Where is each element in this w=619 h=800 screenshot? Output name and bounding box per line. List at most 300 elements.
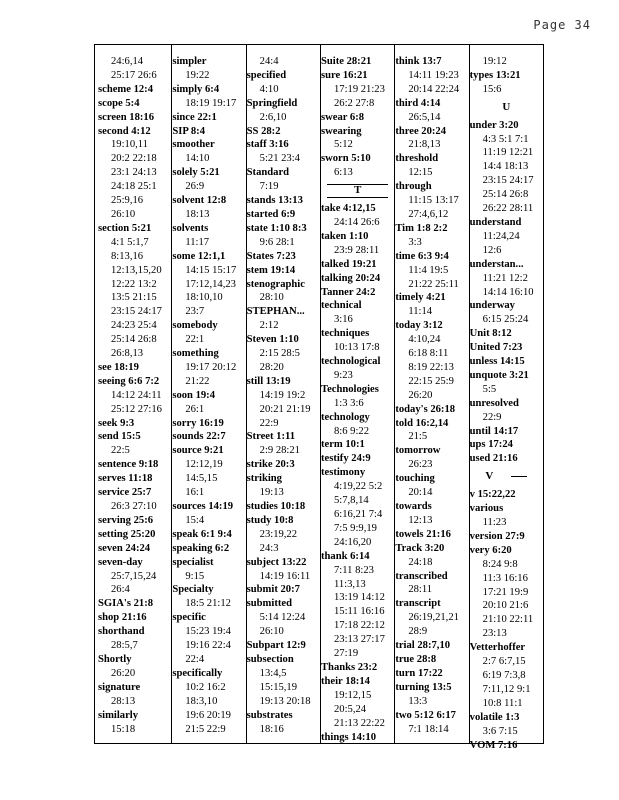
index-entry <box>172 222 245 250</box>
entry-page-refs: 10:8 11:1 <box>482 697 523 709</box>
index-entry <box>321 272 394 286</box>
index-entry <box>321 383 394 411</box>
entry-term: talked 19:21 <box>320 258 377 270</box>
index-entry <box>172 347 245 389</box>
index-entry <box>247 458 320 472</box>
entry-page-refs: 11:19 12:21 <box>482 147 534 159</box>
index-entry <box>395 152 468 180</box>
index-entry <box>98 653 171 681</box>
entry-page-refs: 3:16 <box>333 314 353 326</box>
entry-page-refs: 2:9 28:21 <box>259 445 300 457</box>
entry-page-refs: 19:13 <box>259 487 284 499</box>
entry-page-refs: 27:4,6,12 <box>408 208 449 220</box>
entry-term: staff 3:16 <box>246 139 289 151</box>
entry-page-refs: 28:5,7 <box>111 640 138 652</box>
entry-page-refs: 13:19 14:12 <box>333 592 385 604</box>
entry-term: towards <box>395 501 432 512</box>
index-entry <box>395 222 468 250</box>
entry-term: tomorrow <box>395 445 441 457</box>
page-number-label: Page 34 <box>533 18 591 32</box>
index-entry <box>247 709 320 737</box>
index-entry <box>172 667 245 737</box>
entry-page-refs: 6:13 <box>333 167 353 179</box>
entry-page-refs: 14:12 24:11 <box>111 389 162 401</box>
entry-page-refs: 8:19 22:13 <box>408 361 454 373</box>
entry-term: understand <box>469 216 522 228</box>
entry-page-refs: 10:2 16:2 <box>185 681 226 693</box>
index-entry <box>247 166 320 194</box>
entry-page-refs: 9:6 28:1 <box>259 236 295 248</box>
entry-page-refs: 10:13 17:8 <box>333 342 380 354</box>
entry-page-refs: 19:10,11 <box>111 139 148 151</box>
entry-term: v 15:22,22 <box>469 489 516 501</box>
index-entry <box>247 639 320 653</box>
entry-page-refs: 12:12,19 <box>185 459 223 471</box>
index-entry <box>98 542 171 556</box>
entry-page-refs: 26:2 27:8 <box>333 97 375 109</box>
index-entry <box>321 125 394 153</box>
entry-page-refs: 18:10,10 <box>185 292 223 304</box>
index-entry <box>247 55 320 69</box>
index-entry <box>172 542 245 556</box>
entry-term: setting 25:20 <box>98 528 156 540</box>
entry-term: Steven 1:10 <box>246 334 299 346</box>
entry-page-refs: 11:24,24 <box>482 230 520 242</box>
entry-term: specialist <box>172 556 214 568</box>
entry-page-refs: 21:22 25:11 <box>408 278 459 290</box>
entry-term: subject 13:22 <box>246 556 307 568</box>
entry-term: today's 26:18 <box>395 403 456 415</box>
entry-term: speaking 6:2 <box>172 542 230 554</box>
index-entry <box>172 55 245 83</box>
index-entry <box>98 528 171 542</box>
index-entry <box>247 264 320 278</box>
entry-term: Springfield <box>246 97 298 109</box>
index-entry <box>321 230 394 258</box>
entry-term: turn 17:22 <box>395 667 443 679</box>
index-entry <box>470 397 543 425</box>
entry-page-refs: 11:14 <box>408 306 433 318</box>
entry-page-refs: 25:14 26:8 <box>111 334 157 346</box>
entry-page-refs: 21:22 <box>185 375 210 387</box>
entry-page-refs: 26:1 <box>185 403 205 415</box>
entry-term: source 9:21 <box>172 445 224 457</box>
entry-page-refs: 11:3 16:16 <box>482 572 528 584</box>
entry-page-refs: 26:10 <box>111 208 136 220</box>
entry-page-refs: 26:4 <box>111 584 130 596</box>
entry-term: swearing <box>320 125 362 137</box>
entry-page-refs: 26:8,13 <box>111 348 144 360</box>
index-entry <box>247 278 320 306</box>
entry-page-refs: 11:17 <box>185 236 210 248</box>
entry-page-refs: 12:13,15,20 <box>111 264 162 276</box>
entry-term: scope 5:4 <box>98 97 140 109</box>
entry-term: sure 16:21 <box>320 69 368 81</box>
entry-page-refs: 19:17 20:12 <box>185 361 237 373</box>
entry-page-refs: 7:19 <box>259 181 279 193</box>
index-entry <box>247 333 320 375</box>
entry-term: SIP 8:4 <box>172 125 205 137</box>
entry-term: speak 6:1 9:4 <box>172 528 232 540</box>
entry-page-refs: 12:6 <box>482 244 502 256</box>
index-entry <box>172 138 245 166</box>
entry-term: specified <box>246 69 287 81</box>
entry-page-refs: 13:4,5 <box>259 667 287 679</box>
entry-page-refs: 12:22 13:2 <box>111 278 157 290</box>
entry-page-refs: 24:18 <box>408 556 433 568</box>
index-entry <box>395 417 468 445</box>
entry-page-refs: 21:8,13 <box>408 139 441 151</box>
entry-term: stands 13:13 <box>246 195 303 207</box>
index-entry <box>247 472 320 500</box>
entry-page-refs: 17:18 22:12 <box>333 620 385 632</box>
index-entry <box>98 681 171 709</box>
entry-term: serving 25:6 <box>98 514 154 526</box>
entry-page-refs: 9:23 <box>333 369 353 381</box>
index-entry <box>395 444 468 472</box>
entry-term: solvents <box>172 222 209 234</box>
index-entry <box>172 500 245 528</box>
entry-page-refs: 6:19 7:3,8 <box>482 669 526 681</box>
entry-term: Technologies <box>320 383 379 395</box>
section-letter-v: V <box>470 470 543 484</box>
index-entry <box>321 411 394 439</box>
entry-page-refs: 27:19 <box>333 648 359 660</box>
entry-page-refs: 14:14 16:10 <box>482 286 534 298</box>
entry-page-refs: 4:1 5:1,7 <box>111 236 149 248</box>
entry-term: SS 28:2 <box>246 125 281 137</box>
index-entry <box>395 653 468 667</box>
index-entry <box>247 430 320 458</box>
entry-term: service 25:7 <box>98 487 152 499</box>
index-entry <box>247 222 320 250</box>
entry-term: techniques <box>320 328 370 340</box>
entry-term: touching <box>395 473 435 485</box>
entry-term: Subpart 12:9 <box>246 640 306 652</box>
index-entry <box>395 472 468 500</box>
index-entry <box>247 375 320 431</box>
entry-term: started 6:9 <box>246 208 296 220</box>
index-entry <box>395 319 468 402</box>
entry-term: subsection <box>246 653 294 665</box>
index-entry <box>395 681 468 709</box>
entry-term: thank 6:14 <box>320 550 370 562</box>
index-entry <box>247 500 320 514</box>
entry-term: serves 11:18 <box>98 473 153 485</box>
index-entry <box>98 125 171 222</box>
entry-page-refs: 8:13,16 <box>111 250 144 262</box>
entry-term: States 7:23 <box>246 250 296 262</box>
index-entry <box>172 194 245 222</box>
entry-page-refs: 18:19 19:17 <box>185 97 237 109</box>
entry-page-refs: 3:6 7:15 <box>482 725 518 737</box>
entry-term: submit 20:7 <box>246 584 300 596</box>
entry-page-refs: 14:11 19:23 <box>408 69 459 81</box>
entry-page-refs: 11:4 19:5 <box>408 264 449 276</box>
entry-page-refs: 4:19,22 5:2 <box>333 481 383 493</box>
entry-term: transcribed <box>395 570 448 582</box>
index-entry <box>470 258 543 300</box>
index-entry <box>321 299 394 327</box>
entry-term: Standard <box>246 167 290 179</box>
entry-term: sworn 5:10 <box>320 153 371 165</box>
entry-page-refs: 15:15,19 <box>259 681 298 693</box>
entry-page-refs: 25:12 27:16 <box>111 403 162 415</box>
index-entry <box>395 250 468 292</box>
entry-page-refs: 16:1 <box>185 487 205 499</box>
entry-page-refs: 22:1 <box>185 334 205 346</box>
entry-term: Street 1:11 <box>246 431 296 443</box>
index-entry <box>247 250 320 264</box>
entry-term: section 5:21 <box>98 222 152 234</box>
entry-term: since 22:1 <box>172 111 217 123</box>
index-entry <box>172 166 245 194</box>
index-column-4 <box>320 45 394 743</box>
index-entry <box>470 369 543 397</box>
entry-term: strike 20:3 <box>246 459 295 471</box>
entry-page-refs: 7:1 18:14 <box>408 723 449 735</box>
entry-page-refs: 23:1 24:13 <box>111 167 157 179</box>
index-entry <box>470 216 543 258</box>
entry-page-refs: 25:7,15,24 <box>111 570 157 582</box>
entry-term: unquote 3:21 <box>469 369 529 381</box>
entry-term: timely 4:21 <box>395 292 446 304</box>
entry-page-refs: 15:4 <box>185 514 205 526</box>
entry-term: stem 19:14 <box>246 264 296 276</box>
entry-term: swear 6:8 <box>320 111 365 123</box>
index-entry <box>470 425 543 439</box>
entry-term: until 14:17 <box>469 425 519 437</box>
entry-term: Vetterhoffer <box>469 642 526 654</box>
entry-page-refs: 20:14 22:24 <box>408 83 460 95</box>
entry-page-refs: 20:5,24 <box>333 703 367 715</box>
entry-page-refs: 12:13 <box>408 514 433 526</box>
entry-term: technological <box>320 356 381 368</box>
entry-page-refs: 26:3 27:10 <box>111 501 157 512</box>
index-entry <box>470 55 543 69</box>
entry-page-refs: 18:13 <box>185 208 210 220</box>
entry-page-refs: 20:14 <box>408 487 433 499</box>
entry-page-refs: 24:4 <box>259 56 279 67</box>
entry-page-refs: 7:11,12 9:1 <box>482 683 531 695</box>
entry-page-refs: 2:6,10 <box>259 111 287 123</box>
index-entry <box>321 202 394 230</box>
index-entry <box>321 355 394 383</box>
index-entry <box>321 258 394 272</box>
entry-page-refs: 12:15 <box>408 167 433 179</box>
entry-term: Shortly <box>98 653 132 665</box>
entry-term: technology <box>320 411 370 423</box>
entry-term: under 3:20 <box>469 119 519 131</box>
entry-page-refs: 5:21 23:4 <box>259 153 300 165</box>
entry-term: ups 17:24 <box>469 439 513 451</box>
entry-page-refs: 15:6 <box>482 83 502 95</box>
index-entry <box>247 556 320 584</box>
entry-page-refs: 5:5 <box>482 383 497 395</box>
entry-term: volatile 1:3 <box>469 711 520 723</box>
index-entry <box>172 417 245 431</box>
index-entry <box>395 542 468 570</box>
entry-page-refs: 17:19 21:23 <box>333 83 385 95</box>
entry-page-refs: 25:9,16 <box>111 195 144 207</box>
entry-page-refs: 8:24 9:8 <box>482 558 518 570</box>
entry-term: types 13:21 <box>469 69 521 81</box>
index-entry <box>321 55 394 69</box>
word-index-grid <box>94 44 544 751</box>
entry-page-refs: 23:13 27:17 <box>333 634 385 646</box>
entry-page-refs: 1:3 3:6 <box>333 397 364 409</box>
index-entry <box>98 361 171 375</box>
entry-term: Track 3:20 <box>395 542 445 554</box>
entry-term: talking 20:24 <box>320 272 381 284</box>
index-entry <box>98 709 171 737</box>
index-entry <box>98 472 171 486</box>
entry-term: SGIA's 21:8 <box>98 598 154 610</box>
entry-term: soon 19:4 <box>172 389 216 401</box>
entry-page-refs: 22:9 <box>259 417 279 429</box>
entry-page-refs: 6:15 25:24 <box>482 314 529 326</box>
entry-page-refs: 28:20 <box>259 361 284 373</box>
entry-page-refs: 24:23 25:4 <box>111 320 157 332</box>
entry-term: their 18:14 <box>320 675 370 687</box>
entry-page-refs: 24:3 <box>259 542 279 554</box>
entry-page-refs: 28:9 <box>408 626 428 638</box>
index-entry <box>321 111 394 125</box>
entry-term: through <box>395 181 432 193</box>
entry-term: STEPHAN... <box>246 306 305 318</box>
index-entry <box>321 661 394 675</box>
entry-term: state 1:10 8:3 <box>246 222 307 234</box>
entry-page-refs: 9:15 <box>185 570 205 582</box>
entry-page-refs: 24:6,14 <box>111 56 144 67</box>
index-entry <box>321 152 394 180</box>
index-entry <box>98 458 171 472</box>
entry-term: send 15:5 <box>98 431 141 443</box>
entry-term: very 6:20 <box>469 544 512 556</box>
entry-page-refs: 17:12,14,23 <box>185 278 236 290</box>
entry-term: shop 21:16 <box>98 612 147 624</box>
entry-page-refs: 13:5 21:15 <box>111 292 157 304</box>
entry-term: three 20:24 <box>395 125 447 137</box>
entry-term: screen 18:16 <box>98 111 154 123</box>
entry-term: term 10:1 <box>320 439 365 451</box>
entry-term: striking <box>246 473 282 485</box>
section-letter-t: T <box>321 184 394 198</box>
entry-page-refs: 6:16,21 7:4 <box>333 509 383 520</box>
entry-page-refs: 17:21 19:9 <box>482 586 529 598</box>
index-column-2 <box>171 45 245 743</box>
entry-page-refs: 4:10,24 <box>408 334 441 346</box>
entry-term: version 27:9 <box>469 530 525 542</box>
entry-term: sorry 16:19 <box>172 417 224 429</box>
index-entry <box>470 438 543 452</box>
entry-term: seek 9:3 <box>98 417 135 429</box>
entry-term: taken 1:10 <box>320 230 369 242</box>
index-entry <box>172 250 245 320</box>
entry-term: Suite 28:21 <box>320 56 372 67</box>
entry-term: Specialty <box>172 584 214 596</box>
entry-term: see 18:19 <box>98 361 139 373</box>
entry-term: somebody <box>172 320 218 332</box>
entry-term: transcript <box>395 598 441 610</box>
index-entry <box>98 55 171 83</box>
entry-page-refs: 26:20 <box>111 667 136 679</box>
index-entry <box>98 83 171 97</box>
entry-page-refs: 11:3,13 <box>333 578 366 590</box>
entry-page-refs: 19:13 20:18 <box>259 695 311 707</box>
entry-page-refs: 5:12 <box>333 139 353 151</box>
index-entry <box>172 556 245 584</box>
entry-term: think 13:7 <box>395 56 442 67</box>
entry-term: understan... <box>469 258 524 270</box>
entry-page-refs: 14:15 15:17 <box>185 264 237 276</box>
entry-page-refs: 26:10 <box>259 626 284 638</box>
index-entry <box>395 639 468 653</box>
entry-page-refs: 18:16 <box>259 723 284 735</box>
entry-page-refs: 23:15 24:17 <box>482 175 534 187</box>
index-entry <box>98 375 171 417</box>
index-entry <box>172 83 245 111</box>
entry-term: shorthand <box>98 626 145 638</box>
index-entry <box>395 528 468 542</box>
entry-page-refs: 19:12,15 <box>333 689 372 701</box>
entry-term: third 4:14 <box>395 97 441 109</box>
entry-page-refs: 19:16 22:4 <box>185 640 231 652</box>
entry-page-refs: 23:13 <box>482 628 507 640</box>
entry-page-refs: 22:5 <box>111 445 130 457</box>
entry-term: solvent 12:8 <box>172 195 227 207</box>
entry-page-refs: 26:9 <box>185 181 205 193</box>
section-letter-u: U <box>502 100 511 113</box>
entry-term: submitted <box>246 598 292 610</box>
entry-term: testimony <box>320 467 366 479</box>
entry-page-refs: 14:10 <box>185 153 210 165</box>
index-entry <box>470 502 543 530</box>
index-entry <box>172 111 245 125</box>
index-entry <box>98 611 171 625</box>
index-entry <box>470 327 543 341</box>
index-entry <box>172 389 245 417</box>
index-entry <box>247 194 320 208</box>
index-entry <box>321 675 394 731</box>
entry-term: testify 24:9 <box>320 453 371 465</box>
index-column-5 <box>394 45 468 743</box>
entry-term: today 3:12 <box>395 320 443 332</box>
index-entry <box>470 452 543 466</box>
entry-page-refs: 23:19,22 <box>259 528 298 540</box>
entry-page-refs: 20:10 21:6 <box>482 600 529 612</box>
entry-page-refs: 26:19,21,21 <box>408 612 459 624</box>
entry-page-refs: 19:12 <box>482 56 507 67</box>
entry-page-refs: 20:2 22:18 <box>111 153 157 165</box>
entry-page-refs: 28:13 <box>111 695 136 707</box>
index-entry <box>395 125 468 153</box>
index-entry <box>321 69 394 111</box>
index-entry <box>395 55 468 97</box>
index-column-3 <box>246 45 320 743</box>
entry-term: various <box>469 503 504 515</box>
index-entry <box>172 528 245 542</box>
index-entry <box>395 667 468 681</box>
entry-page-refs: 3:3 <box>408 236 422 248</box>
entry-page-refs: 20:21 21:19 <box>259 403 311 415</box>
index-entry <box>470 530 543 544</box>
index-entry <box>470 69 543 97</box>
entry-page-refs: 25:17 26:6 <box>111 69 157 81</box>
entry-page-refs: 14:19 19:2 <box>259 389 306 401</box>
entry-term: simpler <box>172 56 207 67</box>
entry-page-refs: 11:21 12:2 <box>482 272 528 284</box>
